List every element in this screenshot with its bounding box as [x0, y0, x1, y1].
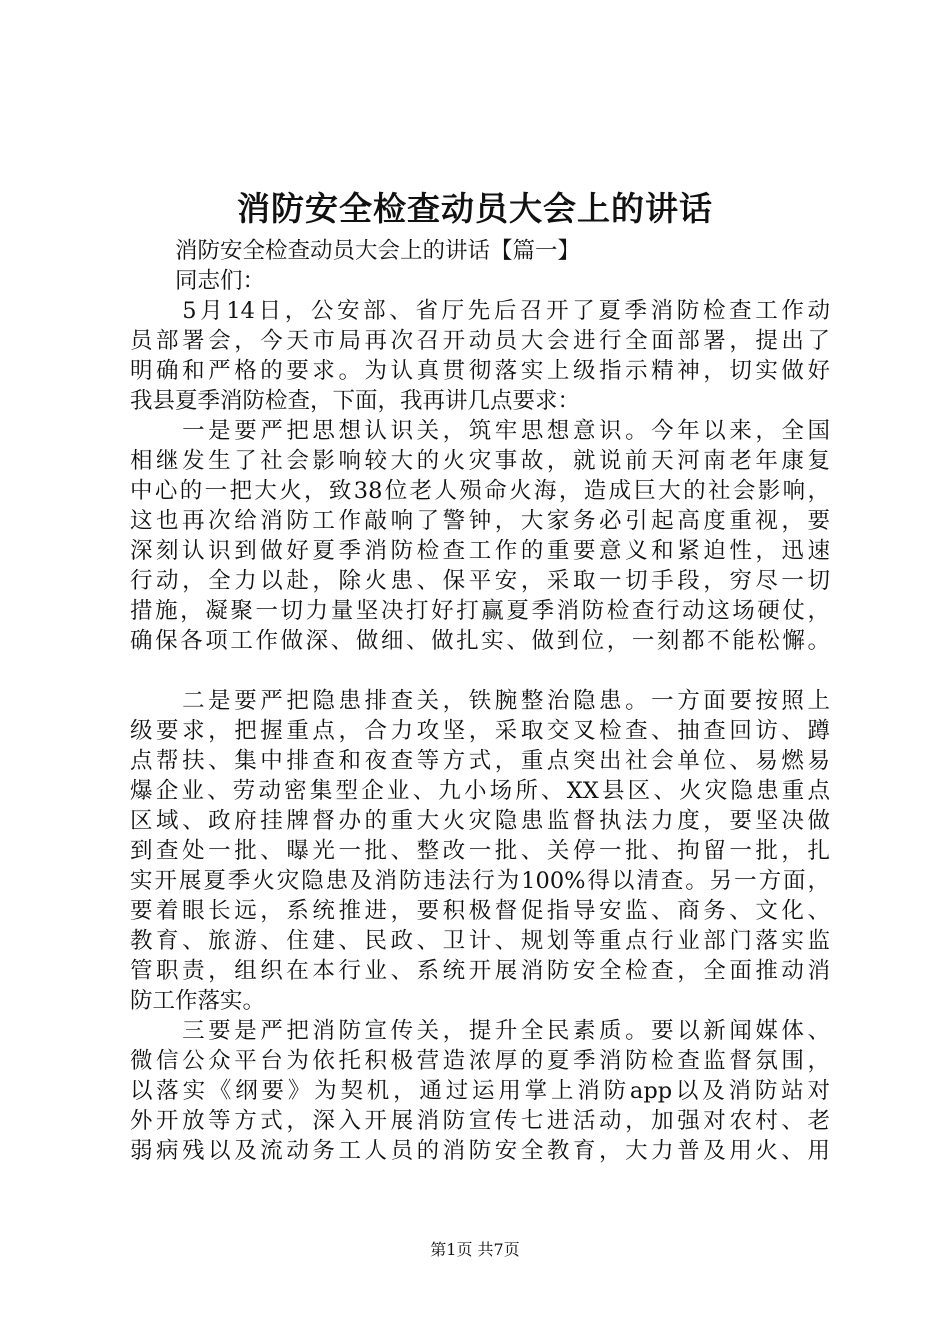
text-line: 外开放等方式，深入开展消防宣传七进活动，加强对农村、老 — [130, 1108, 830, 1134]
text-line: 实开展夏季火灾隐患及消防违法行为100%得以清查。另一方面， — [130, 868, 830, 894]
document-body — [130, 236, 830, 1166]
text-line: 爆企业、劳动密集型企业、九小场所、XX县区、火灾隐患重点 — [130, 778, 830, 804]
text-line: 明确和严格的要求。为认真贯彻落实上级指示精神，切实做好 — [130, 358, 830, 384]
document-title: 消防安全检查动员大会上的讲话 — [237, 189, 713, 228]
text-line: 防工作落实。 — [130, 988, 266, 1014]
text-line: 管职责，组织在本行业、系统开展消防安全检查，全面推动消 — [130, 958, 830, 984]
text-line: 我县夏季消防检查，下面，我再讲几点要求： — [130, 388, 581, 414]
text-line: 要着眼长远，系统推进，要积极督促指导安监、商务、文化、 — [130, 898, 830, 924]
text-line: 一是要严把思想认识关，筑牢思想意识。今年以来，全国 — [130, 418, 830, 444]
text-line: 措施，凝聚一切力量坚决打好打赢夏季消防检查行动这场硬仗， — [130, 598, 830, 624]
blank-line — [130, 656, 830, 686]
text-line: 微信公众平台为依托积极营造浓厚的夏季消防检查监督氛围， — [130, 1048, 830, 1074]
text-line: 中心的一把大火，致38位老人殒命火海，造成巨大的社会影响， — [130, 478, 830, 504]
text-line: 教育、旅游、住建、民政、卫计、规划等重点行业部门落实监 — [130, 928, 830, 954]
text-line: 行动，全力以赴，除火患、保平安，采取一切手段，穷尽一切 — [130, 568, 830, 594]
text-line: 以落实《纲要》为契机，通过运用掌上消防app以及消防站对 — [130, 1078, 830, 1104]
text-line: 级要求，把握重点，合力攻坚，采取交叉检查、抽查回访、蹲 — [130, 718, 830, 744]
text-line: 5月14日，公安部、省厅先后召开了夏季消防检查工作动 — [130, 298, 830, 324]
text-line: 深刻认识到做好夏季消防检查工作的重要意义和紧迫性，迅速 — [130, 538, 830, 564]
text-line: 这也再次给消防工作敲响了警钟，大家务必引起高度重视，要 — [130, 508, 830, 534]
text-line: 区域、政府挂牌督办的重大火灾隐患监督执法力度，要坚决做 — [130, 808, 830, 834]
text-line: 三要是严把消防宣传关，提升全民素质。要以新闻媒体、 — [130, 1018, 830, 1044]
text-line: 确保各项工作做深、做细、做扎实、做到位，一刻都不能松懈。 — [130, 628, 830, 654]
text-line: 消防安全检查动员大会上的讲话【篇一】 — [130, 238, 581, 264]
text-line: 员部署会，今天市局再次召开动员大会进行全面部署，提出了 — [130, 328, 830, 354]
text-line: 到查处一批、曝光一批、整改一批、关停一批、拘留一批，扎 — [130, 838, 830, 864]
text-line: 相继发生了社会影响较大的火灾事故，就说前天河南老年康复 — [130, 448, 830, 474]
text-line: 弱病残以及流动务工人员的消防安全教育，大力普及用火、用 — [130, 1138, 830, 1164]
page-footer: 第1页 共7页 — [430, 1240, 520, 1259]
text-line: 二是要严把隐患排查关，铁腕整治隐患。一方面要按照上 — [130, 688, 830, 714]
text-line: 点帮扶、集中排查和夜查等方式，重点突出社会单位、易燃易 — [130, 748, 830, 774]
text-line: 同志们： — [130, 268, 266, 294]
